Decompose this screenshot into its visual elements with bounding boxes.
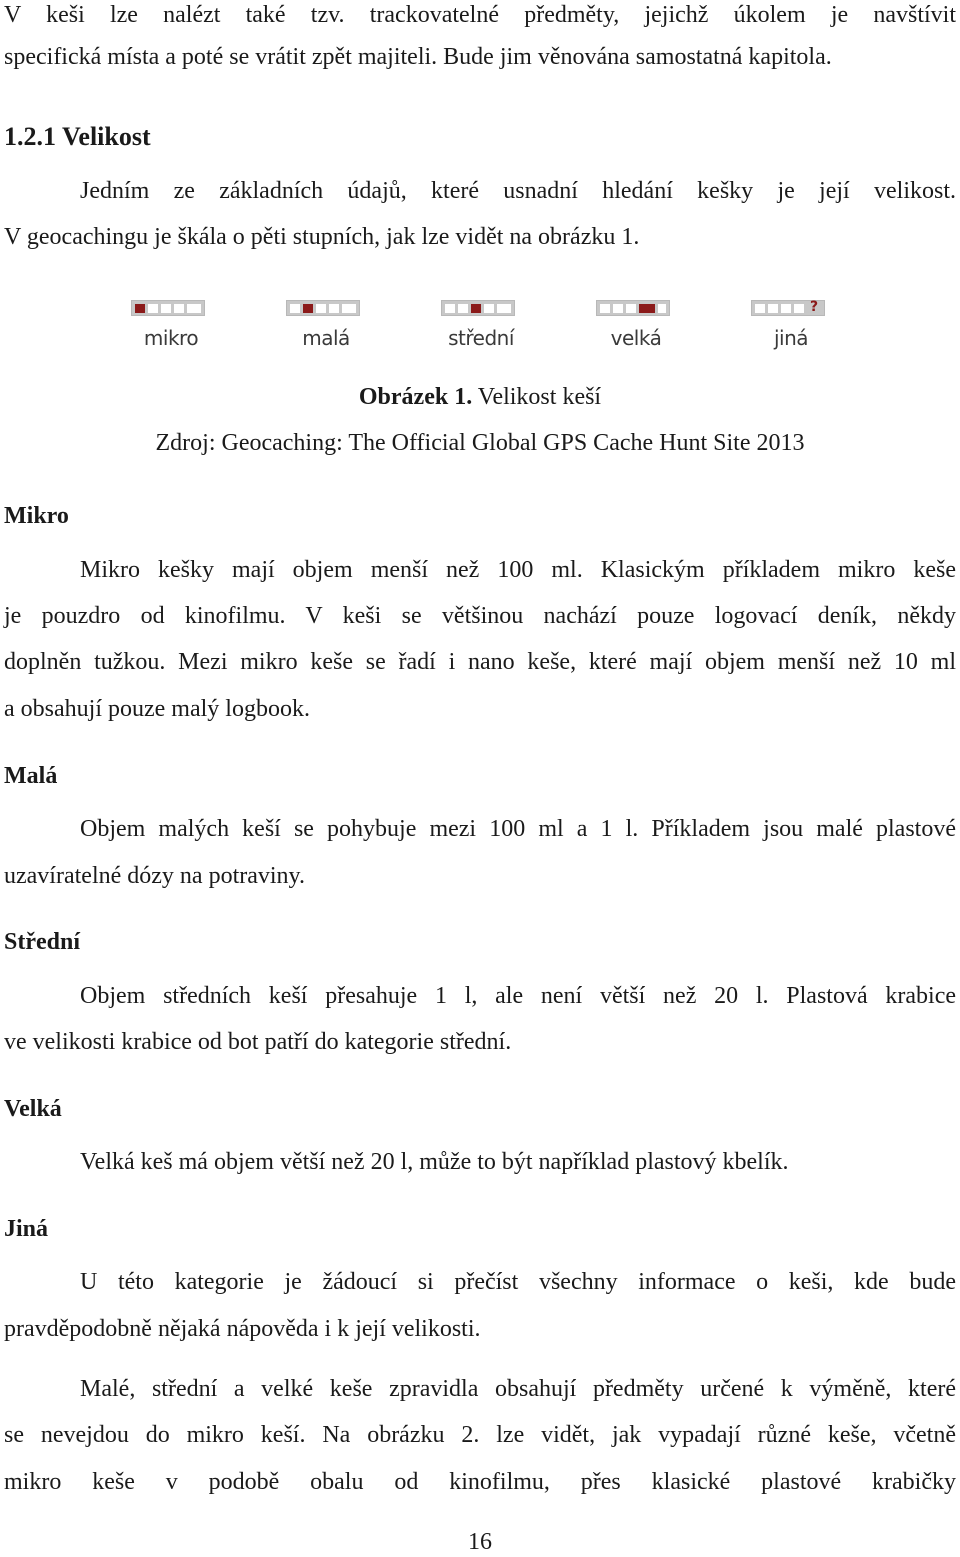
mala-line-1: Objem malých keší se pohybuje mezi 100 ml a 1 l. Příkladem jsou malé plastové	[80, 816, 956, 842]
size-bar-icon	[441, 300, 515, 316]
size-label-mikro: mikro	[143, 326, 199, 350]
heading-stredni: Střední	[4, 929, 81, 955]
figure-caption-text: Velikost keší	[472, 384, 602, 410]
mikro-line-3: doplněn tužkou. Mezi mikro keše se řadí i nano keše, které mají objem menší než 10 ml	[4, 649, 956, 675]
question-mark-icon: ?	[751, 300, 825, 316]
size-label-stredni: střední	[448, 326, 514, 350]
closing-line-3: mikro keše v podobě obalu od kinofilmu, přes klasické plastové krabičky	[4, 1469, 956, 1495]
jina-line-2: pravděpodobně nějaká nápověda i k její velikosti.	[4, 1316, 481, 1342]
heading-jina: Jiná	[4, 1216, 49, 1242]
figure-source: Zdroj: Geocaching: The Official Global GPS Cache Hunt Site 2013	[155, 430, 805, 456]
mikro-line-4: a obsahují pouze malý logbook.	[4, 696, 310, 722]
intro-line-2: specifická místa a poté se vrátit zpět majiteli. Bude jim věnována samostatná kapitola.	[4, 44, 832, 70]
size-jina	[751, 296, 831, 356]
intro-line-1: V keši lze nalézt také tzv. trackovatelné předměty, jejichž úkolem je navštívit	[4, 2, 956, 28]
section-line-2: V geocachingu je škála o pěti stupních, jak lze vidět na obrázku 1.	[4, 224, 640, 250]
size-mala	[286, 296, 366, 356]
closing-line-2: se nevejdou do mikro keší. Na obrázku 2. lze vidět, jak vypadají různé keše, včetně	[4, 1422, 956, 1448]
page-number: 16	[468, 1529, 492, 1555]
size-label-velka: velká	[610, 326, 662, 350]
velka-line-1: Velká keš má objem větší než 20 l, může to být například plastový kbelík.	[80, 1149, 789, 1175]
section-line-1: Jedním ze základních údajů, které usnadní hledání kešky je její velikost.	[80, 178, 956, 204]
mala-line-2: uzavíratelné dózy na potraviny.	[4, 863, 305, 889]
size-label-mala: malá	[302, 326, 350, 350]
figure-caption-label: Obrázek 1.	[358, 384, 473, 410]
size-bar-icon	[596, 300, 670, 316]
size-scale-figure	[0, 296, 960, 356]
mikro-line-2: je pouzdro od kinofilmu. V keši se většinou nachází pouze logovací deník, někdy	[4, 603, 956, 629]
closing-line-1: Malé, střední a velké keše zpravidla obsahují předměty určené k výměně, které	[80, 1376, 956, 1402]
jina-line-1: U této kategorie je žádoucí si přečíst všechny informace o keši, kde bude	[80, 1269, 956, 1295]
figure-caption	[0, 382, 960, 412]
stredni-line-2: ve velikosti krabice od bot patří do kategorie střední.	[4, 1029, 512, 1055]
size-bar-icon	[131, 300, 205, 316]
stredni-line-1: Objem středních keší přesahuje 1 l, ale není větší než 20 l. Plastová krabice	[80, 983, 956, 1009]
size-velka	[596, 296, 676, 356]
mikro-line-1: Mikro kešky mají objem menší než 100 ml. Klasickým příkladem mikro keše	[80, 557, 956, 583]
heading-mikro: Mikro	[4, 503, 69, 529]
size-stredni	[441, 296, 521, 356]
section-heading: 1.2.1 Velikost	[4, 122, 151, 151]
heading-mala: Malá	[4, 763, 58, 789]
size-bar-icon	[286, 300, 360, 316]
heading-velka: Velká	[4, 1096, 62, 1122]
size-label-jina: jiná	[773, 326, 809, 350]
size-mikro	[131, 296, 211, 356]
